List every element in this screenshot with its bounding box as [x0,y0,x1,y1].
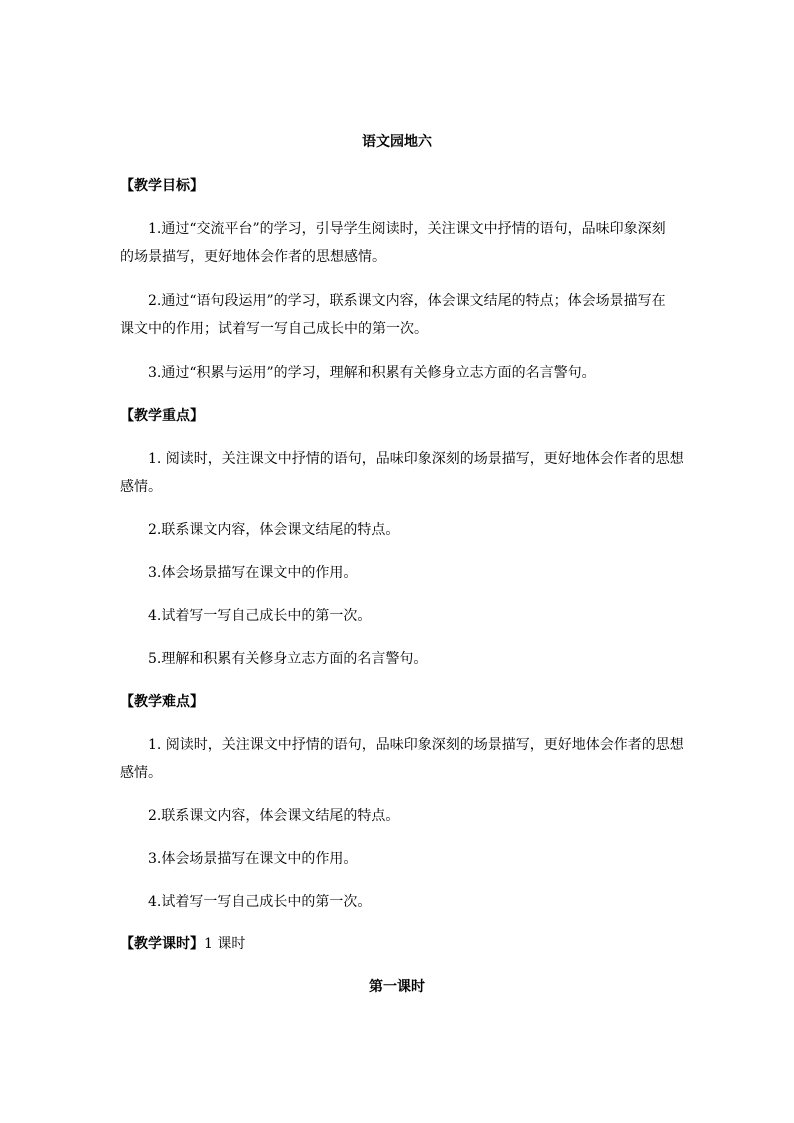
key-point-1-line-2: 感情。 [120,479,162,495]
key-point-1-line-1: 1. 阅读时，关注课文中抒情的语句，品味印象深刻的场景描写，更好地体会作者的思想 [148,451,684,467]
difficulty-3: 3.体会场景描写在课文中的作用。 [148,851,358,867]
key-point-5: 5.理解和积累有关修身立志方面的名言警句。 [148,651,428,667]
key-point-2: 2.联系课文内容，体会课文结尾的特点。 [148,522,400,538]
objective-1-line-2: 的场景描写，更好地体会作者的思想感情。 [120,249,386,265]
key-point-4: 4.试着写一写自己成长中的第一次。 [148,608,372,624]
objective-1-line-1: 1.通过“交流平台”的学习，引导学生阅读时，关注课文中抒情的语句，品味印象深刻 [148,221,666,237]
periods-line [120,934,680,954]
difficulties-heading: 【教学难点】 [120,694,204,710]
document-title: 语文园地六 [362,134,432,150]
periods-heading: 【教学课时】 [120,936,204,952]
difficulty-1-line-1: 1. 阅读时，关注课文中抒情的语句，品味印象深刻的场景描写，更好地体会作者的思想 [148,737,684,753]
difficulty-4: 4.试着写一写自己成长中的第一次。 [148,894,372,910]
key-point-3: 3.体会场景描写在课文中的作用。 [148,565,358,581]
objective-3-line-1: 3.通过“积累与运用”的学习，理解和积累有关修身立志方面的名言警句。 [148,365,596,381]
difficulty-1-line-2: 感情。 [120,765,162,781]
objectives-heading: 【教学目标】 [120,178,204,194]
first-period-heading: 第一课时 [369,979,425,995]
key-points-heading: 【教学重点】 [120,408,204,424]
objective-2-line-1: 2.通过“语句段运用”的学习，联系课文内容，体会课文结尾的特点；体会场景描写在 [148,293,666,309]
difficulty-2: 2.联系课文内容，体会课文结尾的特点。 [148,808,400,824]
objective-2-line-2: 课文中的作用；试着写一写自己成长中的第一次。 [120,321,428,337]
periods-value: 1 课时 [204,936,246,952]
